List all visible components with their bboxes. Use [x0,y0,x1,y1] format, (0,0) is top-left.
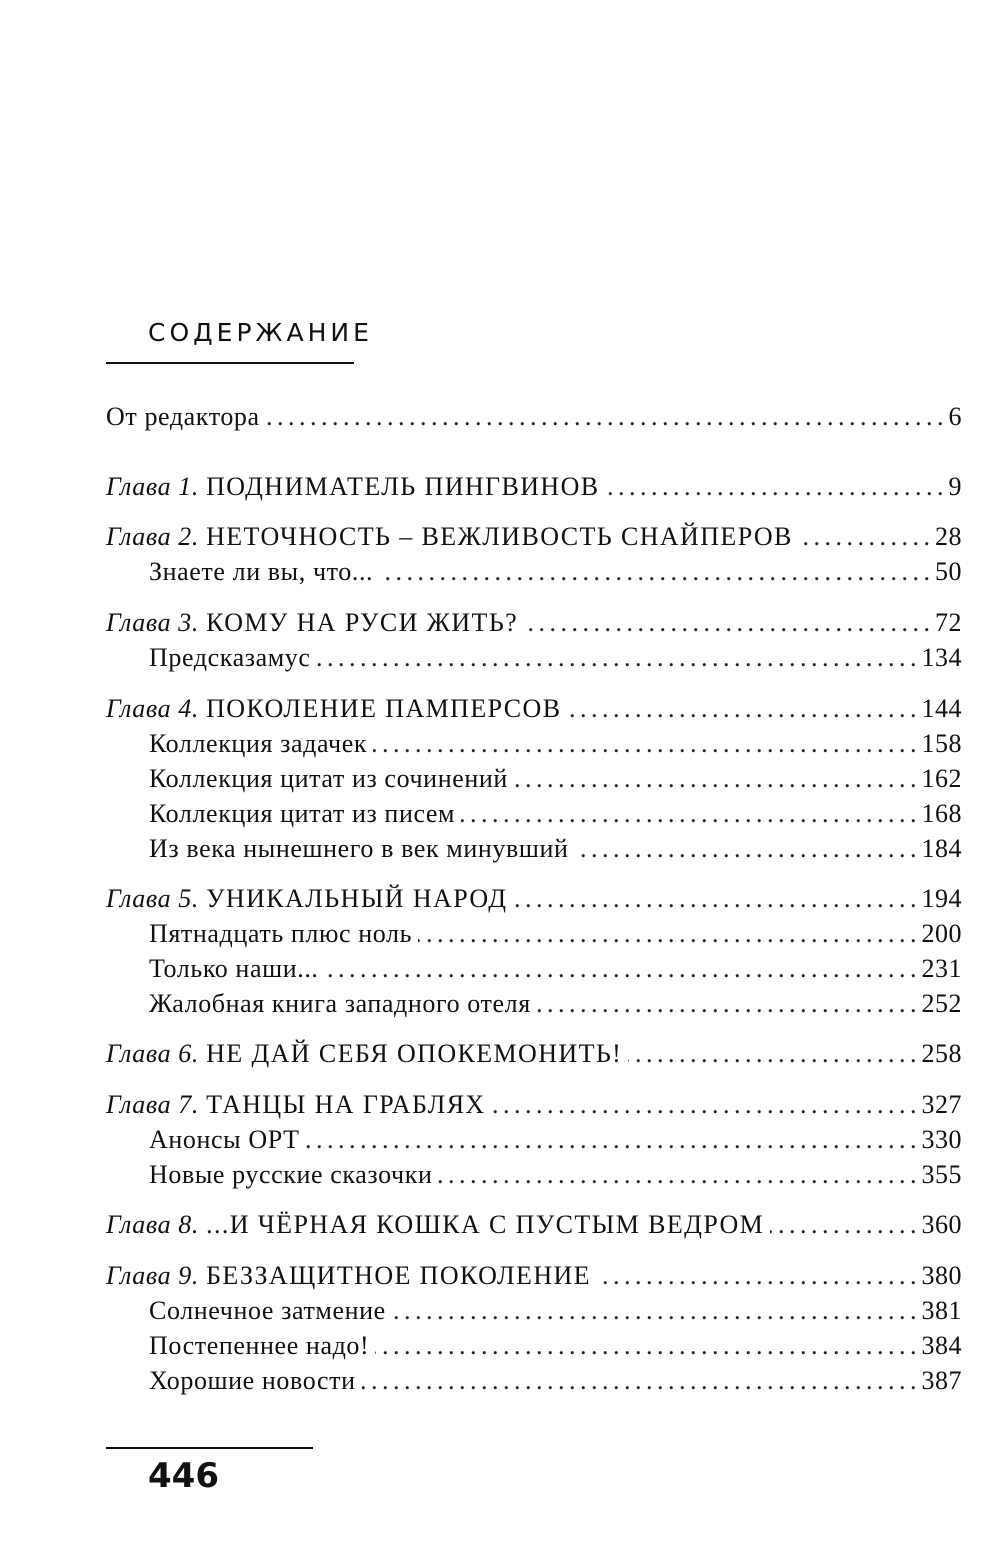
entry-page: 387 [921,1366,962,1395]
entry-title: Глава 4. ПОКОЛЕНИЕ ПАМПЕРСОВ [106,694,562,723]
dot-leader [418,917,915,951]
entry-title: Пятнадцать плюс ноль [149,919,413,948]
entry-title: Анонсы ОРТ [149,1125,300,1154]
dot-leader [266,400,943,434]
entry-title: Глава 5. УНИКАЛЬНЫЙ НАРОД [106,884,508,913]
entry-page: 330 [921,1125,962,1154]
entry-title: Коллекция цитат из сочинений [149,764,508,793]
dot-leader [375,1329,915,1363]
entry-page: 6 [948,402,962,431]
entry-title: Глава 6. НЕ ДАЙ СЕБЯ ОПОКЕМОНИТЬ! [106,1039,623,1068]
entry-title: Глава 8. ...И ЧЁРНАЯ КОШКА С ПУСТЫМ ВЕДРОМ [106,1210,765,1239]
dot-leader [513,882,915,916]
toc-subentry [149,832,962,866]
toc-subentry [149,1158,962,1192]
entry-page: 200 [921,919,962,948]
chapter-label: Глава 7. [106,1090,199,1119]
dot-leader [606,470,943,504]
dot-leader [799,520,929,554]
page-number: 446 [148,1456,219,1496]
toc-heading: СОДЕРЖАНИЕ [148,318,373,347]
dot-leader [567,692,915,726]
toc-subentry [149,987,962,1021]
entry-page: 380 [921,1261,962,1290]
toc-chapter-entry [106,606,962,640]
entry-page: 28 [935,522,962,551]
entry-title: Солнечное затмение [149,1296,386,1325]
chapter-label: Глава 1. [106,472,199,501]
dot-leader [325,952,916,986]
entry-title: Коллекция цитат из писем [149,799,456,828]
entry-title: От редактора [106,402,260,431]
entry-page: 360 [921,1210,962,1239]
entry-title: Глава 3. КОМУ НА РУСИ ЖИТЬ? [106,608,519,637]
entry-page: 381 [921,1296,962,1325]
toc-chapter-entry [106,1037,962,1071]
toc-subentry [149,1329,962,1363]
toc-subentry [149,555,962,589]
entry-page: 134 [921,643,962,672]
footer-rule [106,1447,313,1449]
toc-subentry [149,917,962,951]
dot-leader [461,797,915,831]
dot-leader [770,1208,915,1242]
toc-subentry [149,1123,962,1157]
dot-leader [373,727,915,761]
chapter-label: Глава 9. [106,1261,199,1290]
chapter-label: Глава 5. [106,884,199,913]
toc-chapter-entry [106,470,962,504]
dot-leader [514,762,916,796]
chapter-label: Глава 3. [106,608,199,637]
dot-leader [362,1364,916,1398]
toc-chapter-entry [106,1259,962,1293]
entry-page: 327 [921,1090,962,1119]
dot-leader [524,606,929,640]
entry-title: Предсказамус [149,643,311,672]
dot-leader [628,1037,915,1071]
toc-chapter-entry [106,1208,962,1242]
toc-subentry [149,762,962,796]
entry-page: 258 [921,1039,962,1068]
entry-page: 158 [921,729,962,758]
toc-chapter-entry [106,692,962,726]
entry-page: 168 [921,799,962,828]
toc-subentry [149,1364,962,1398]
dot-leader [317,641,916,675]
toc-chapter-entry [106,882,962,916]
dot-leader [575,832,916,866]
chapter-label: Глава 4. [106,694,199,723]
entry-title: Коллекция задачек [149,729,368,758]
toc-subentry [149,1294,962,1328]
dot-leader [379,555,929,589]
dot-leader [492,1088,916,1122]
toc-chapter-entry [106,520,962,554]
entry-page: 252 [921,989,962,1018]
dot-leader [537,987,916,1021]
dot-leader [438,1158,915,1192]
entry-page: 194 [921,884,962,913]
entry-page: 355 [921,1160,962,1189]
entry-page: 384 [921,1331,962,1360]
entry-page: 72 [935,608,962,637]
entry-title: Жалобная книга западного отеля [149,989,531,1018]
entry-title: Постепеннее надо! [149,1331,370,1360]
entry-page: 231 [921,954,962,983]
entry-title: Из века нынешнего в век минувший [149,834,569,863]
entry-page: 184 [921,834,962,863]
heading-underline [106,362,354,364]
entry-title: Знаете ли вы, что... [149,557,374,586]
entry-title: Глава 1. ПОДНИМАТЕЛЬ ПИНГВИНОВ [106,472,600,501]
chapter-label: Глава 2. [106,522,199,551]
dot-leader [306,1123,916,1157]
entry-page: 144 [921,694,962,723]
dot-leader [597,1259,916,1293]
entry-title: Хорошие новости [149,1366,356,1395]
toc-chapter-entry [106,1088,962,1122]
dot-leader [392,1294,916,1328]
entry-page: 50 [935,557,962,586]
entry-title: Глава 7. ТАНЦЫ НА ГРАБЛЯХ [106,1090,486,1119]
toc-entry [106,400,962,434]
entry-page: 162 [921,764,962,793]
entry-title: Только наши... [149,954,319,983]
entry-title: Новые русские сказочки [149,1160,433,1189]
toc-subentry [149,797,962,831]
chapter-label: Глава 8. [106,1210,199,1239]
chapter-label: Глава 6. [106,1039,199,1068]
entry-page: 9 [948,472,962,501]
toc-subentry [149,727,962,761]
toc-subentry [149,952,962,986]
toc-subentry [149,641,962,675]
entry-title: Глава 9. БЕЗЗАЩИТНОЕ ПОКОЛЕНИЕ [106,1261,591,1290]
entry-title: Глава 2. НЕТОЧНОСТЬ – ВЕЖЛИВОСТЬ СНАЙПЕРОВ [106,522,793,551]
